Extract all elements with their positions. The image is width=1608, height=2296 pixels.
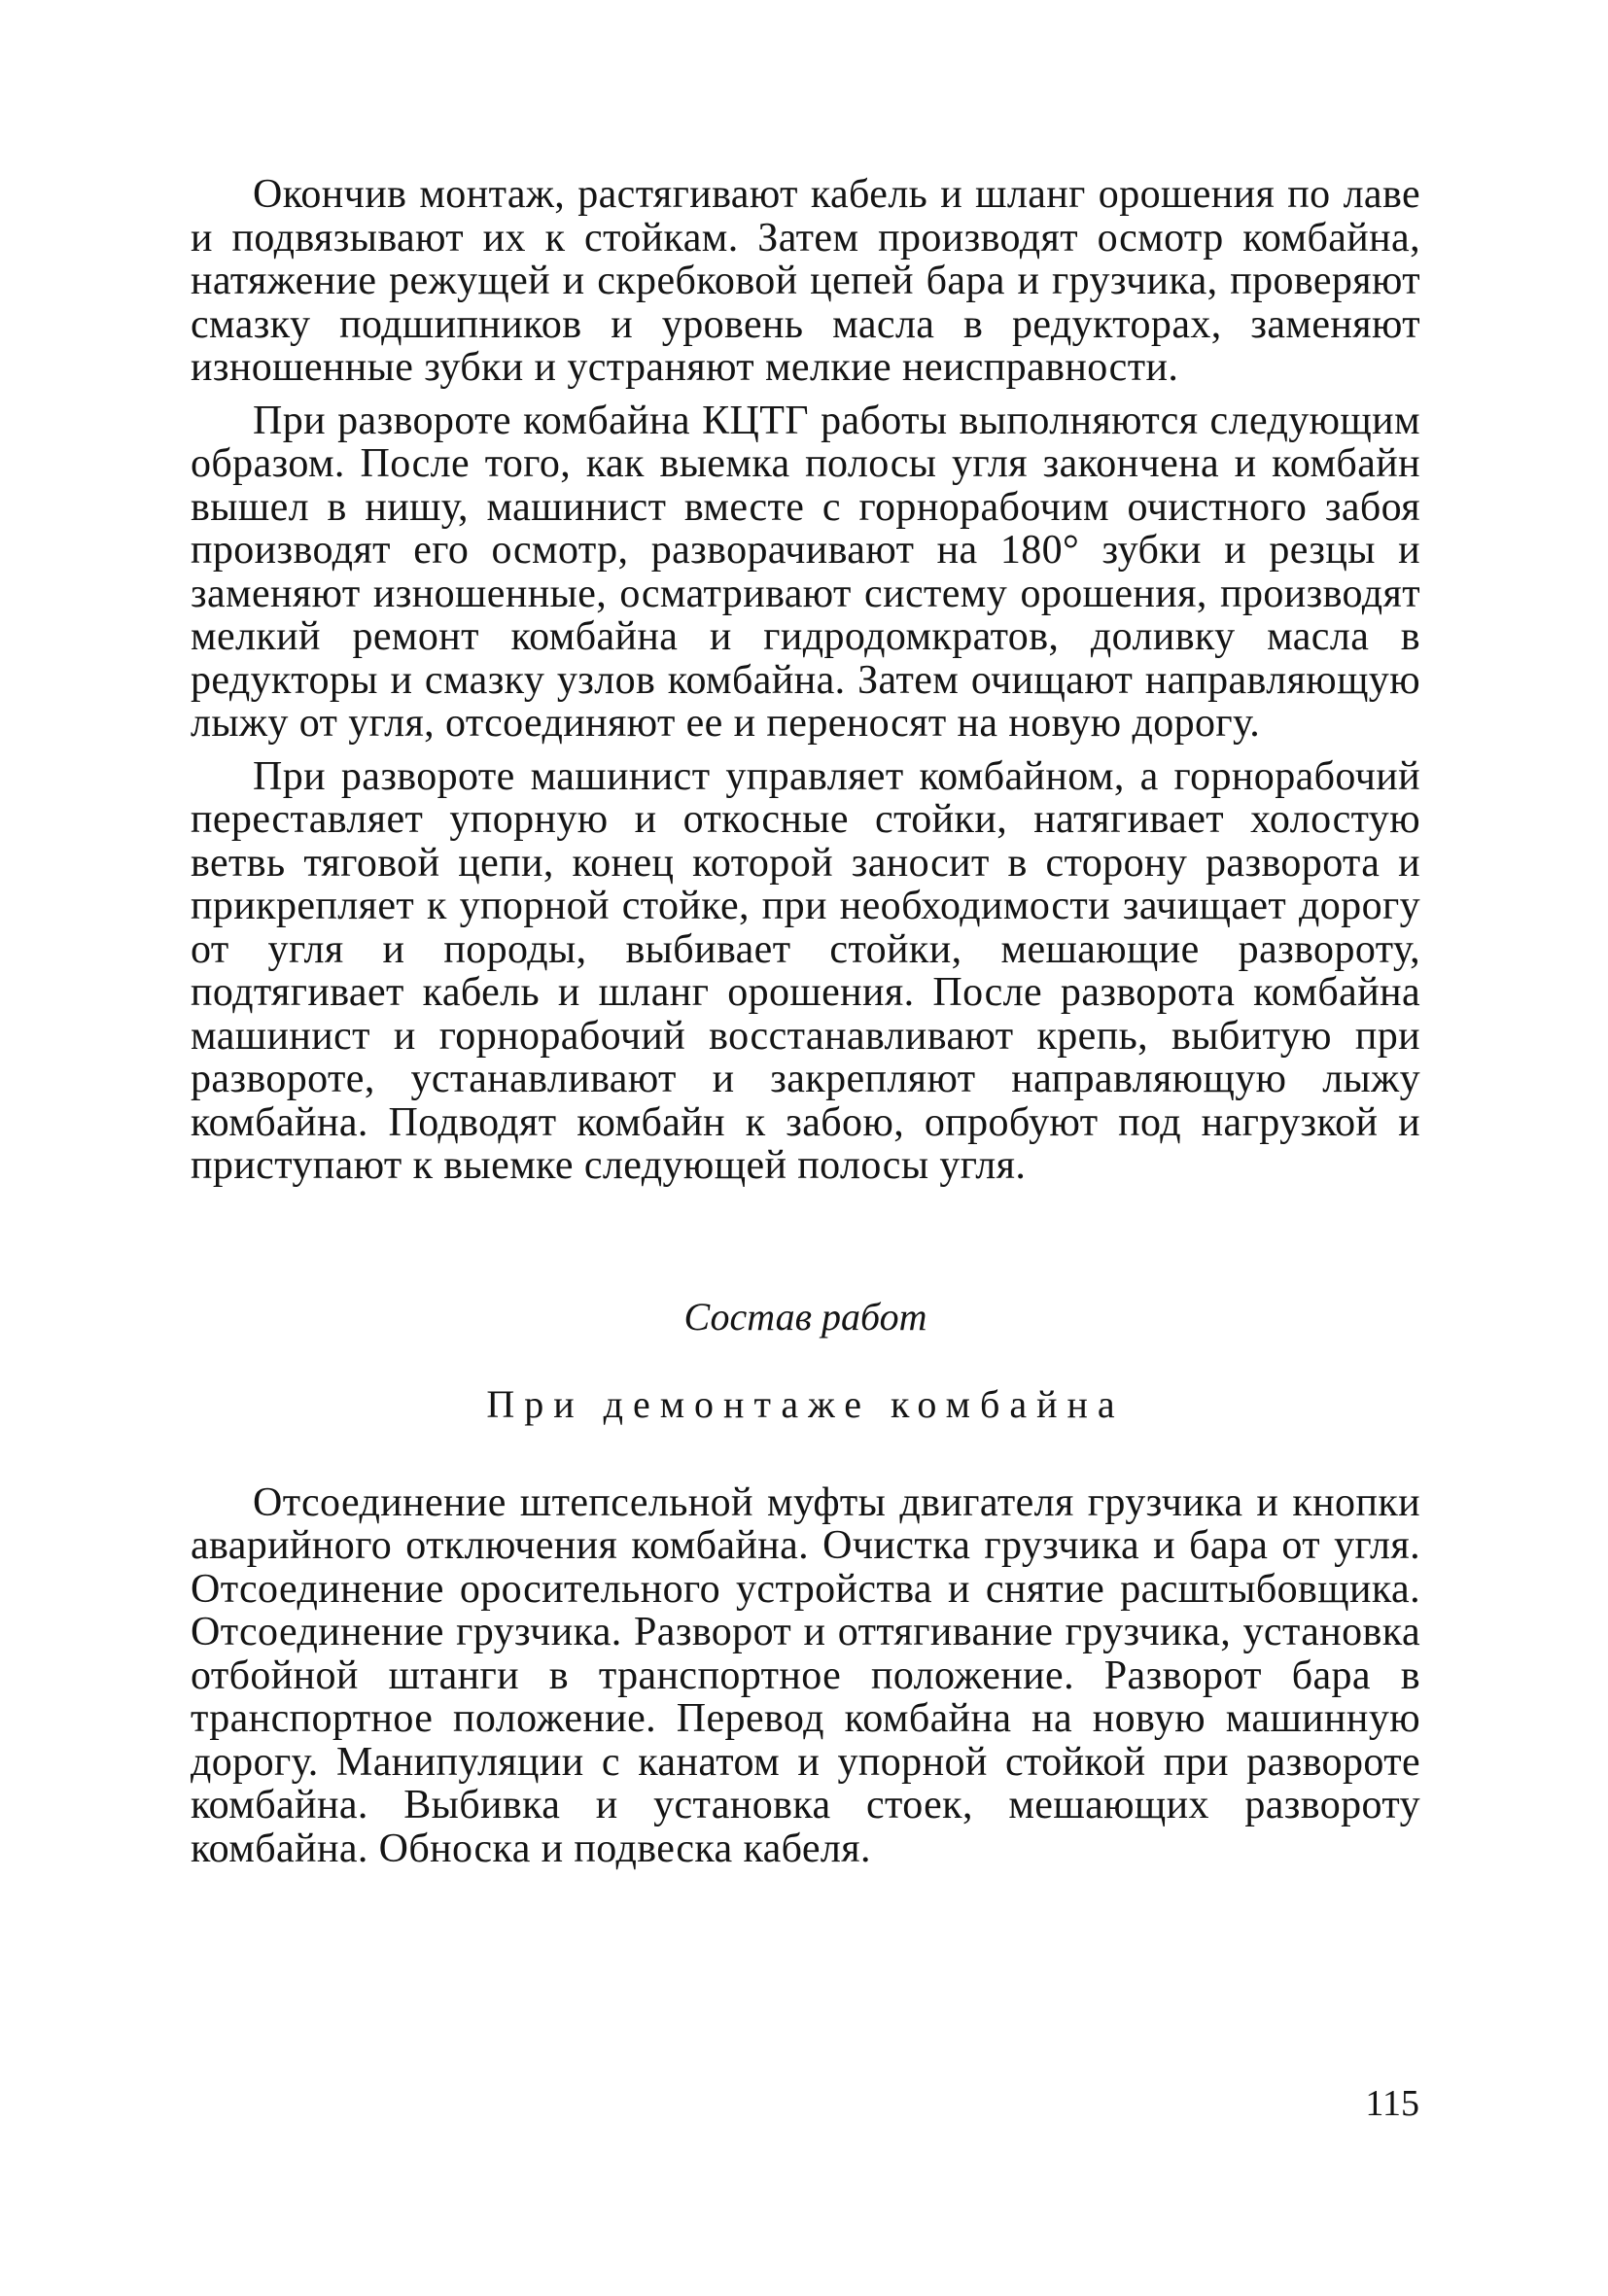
- page-number: 115: [1365, 2083, 1419, 2124]
- paragraph-kctg-turnaround: При развороте комбайна КЦТГ работы выполняются следующим образом. После того, как выемка полосы угля закончена и комбайн вышел в нишу, машинист вместе с горнорабочим очистного забоя производят его осмотр, разворачивают на 180° зубки и резцы и заменяют изношенные, осматривают систему орошения, производят мелкий ремонт комбайна и гидродомкратов, доливку масла в редукторы и смазку узлов комбайна. Затем очищают направляющую лыжу от угля, отсоединяют ее и переносят на новую дорогу.: [191, 398, 1420, 746]
- section-subtitle: При демонтаже комбайна: [486, 1381, 1125, 1426]
- paragraph-assembly-finish: Окончив монтаж, растягивают кабель и шланг орошения по лаве и подвязывают их к стойкам. Затем производят осмотр комбайна, натяжение режущей и скребковой цепей бара и грузчика, проверяют смазку подшипников и уровень масла в редукторах, заменяют изношенные зубки и устраняют мелкие неисправности.: [191, 172, 1420, 390]
- paragraph-dismantling-steps: Отсоединение штепсельной муфты двигателя грузчика и кнопки аварийного отключения комбайна. Очистка грузчика и бара от угля. Отсоединение оросительного устройства и снятие расштыбовщика. Отсоединение грузчика. Разворот и оттягивание грузчика, установка отбойной штанги в транспортное положение. Разворот бара в транспортное положение. Перевод комбайна на новую машинную дорогу. Манипуляции с канатом и упорной стойкой при развороте комбайна. Выбивка и установка стоек, мешающих развороту комбайна. Обноска и подвеска кабеля.: [191, 1479, 1420, 1871]
- document-page: [191, 173, 1420, 2234]
- paragraph-operator-duties: При развороте машинист управляет комбайном, а горнорабочий переставляет упорную и откосные стойки, натягивает холостую ветвь тяговой цепи, конец которой заносит в сторону разворота и прикрепляет к упорной стойке, при необходимости зачищает дорогу от угля и породы, выбивает стойки, мешающие развороту, подтягивает кабель и шланг орошения. После разворота комбайна машинист и горнорабочий восстанавливают крепь, выбитую при развороте, устанавливают и закрепляют направляющую лыжу комбайна. Подводят комбайн к забою, опробуют под нагрузкой и приступают к выемке следующей полосы угля.: [191, 753, 1420, 1188]
- section-title: Состав работ: [683, 1294, 927, 1339]
